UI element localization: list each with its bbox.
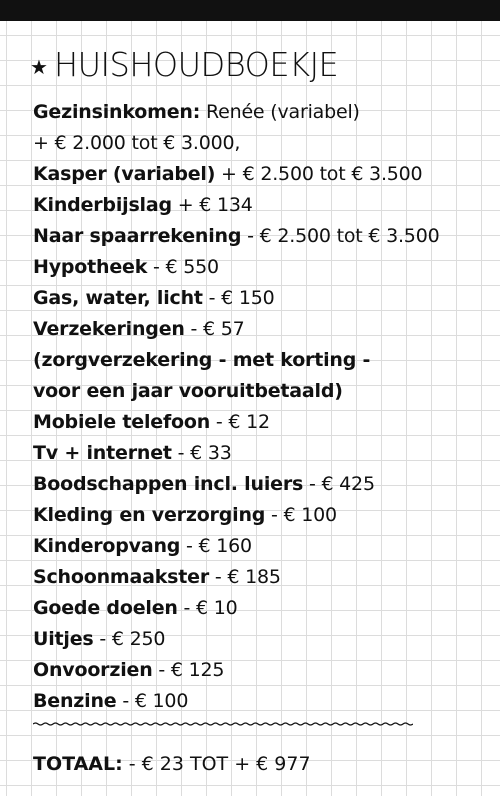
line-label: Gezinsinkomen:: [33, 101, 201, 123]
line-value: + € 2.500 tot € 3.500: [215, 163, 423, 185]
budget-line: [33, 190, 488, 221]
star-icon: ★: [30, 55, 48, 79]
line-value: - € 100: [265, 504, 337, 526]
line-label: Kasper (variabel): [33, 163, 216, 185]
budget-line: [33, 438, 488, 469]
line-label: Hypotheek: [33, 256, 148, 278]
line-value: - € 150: [202, 287, 275, 309]
line-value: - € 100: [116, 690, 189, 712]
wavy-line-icon: [33, 712, 413, 736]
line-label: Kinderbijslag: [33, 194, 172, 216]
line-label: Naar spaarrekening: [33, 225, 242, 247]
page-title: HUISHOUDBOEKJE: [53, 44, 339, 84]
budget-line: [33, 655, 488, 686]
line-label: Gas, water, licht: [33, 287, 203, 309]
budget-line: [33, 407, 488, 438]
line-label: Kleding en verzorging: [33, 504, 266, 526]
line-value: - € 33: [171, 442, 232, 464]
budget-line: [33, 531, 488, 562]
line-label: Verzekeringen: [33, 318, 185, 340]
line-label: Schoonmaakster: [33, 566, 210, 588]
line-value: - € 550: [147, 256, 219, 278]
budget-line: [33, 500, 488, 531]
line-value: - € 57: [184, 318, 245, 340]
line-value: + € 134: [171, 194, 253, 216]
line-value: - € 125: [152, 659, 225, 681]
budget-line: [33, 469, 488, 500]
line-value: - € 425: [303, 473, 375, 495]
budget-line: [33, 593, 488, 624]
line-label: Tv + internet: [33, 442, 172, 464]
budget-line: [33, 624, 488, 655]
budget-line: [33, 159, 488, 190]
line-value: - € 160: [180, 535, 252, 557]
budget-line: [33, 562, 488, 593]
line-label: Goede doelen: [33, 597, 178, 619]
line-label: Boodschappen incl. luiers: [33, 473, 304, 495]
budget-line: [33, 345, 488, 376]
total-value: - € 23 TOT + € 977: [122, 753, 311, 775]
total-label: TOTAAL:: [33, 753, 123, 775]
budget-line: [33, 314, 488, 345]
budget-line: [33, 221, 488, 252]
line-value: - € 2.500 tot € 3.500: [241, 225, 440, 247]
budget-line: [33, 252, 488, 283]
line-value: - € 185: [209, 566, 281, 588]
budget-line: [33, 376, 488, 407]
line-label: Benzine: [33, 690, 117, 712]
top-bar: [0, 0, 500, 21]
budget-line: [33, 283, 488, 314]
line-label: Onvoorzien: [33, 659, 153, 681]
line-label: Mobiele telefoon: [33, 411, 211, 433]
line-value: - € 12: [210, 411, 270, 433]
line-value: - € 250: [93, 628, 166, 650]
line-label: voor een jaar vooruitbetaald): [33, 380, 343, 402]
line-label: Uitjes: [33, 628, 94, 650]
line-value: + € 2.000 tot € 3.000,: [33, 132, 241, 154]
total-line: [33, 748, 311, 780]
line-label: Kinderopvang: [33, 535, 181, 557]
budget-line: [33, 128, 488, 159]
wavy-divider: [33, 712, 413, 736]
budget-line: [33, 97, 488, 128]
budget-list: [33, 97, 488, 717]
line-label: (zorgverzekering - met korting -: [33, 349, 371, 371]
line-value: - € 10: [177, 597, 238, 619]
line-value: Renée (variabel): [200, 101, 360, 123]
header: [30, 44, 347, 84]
